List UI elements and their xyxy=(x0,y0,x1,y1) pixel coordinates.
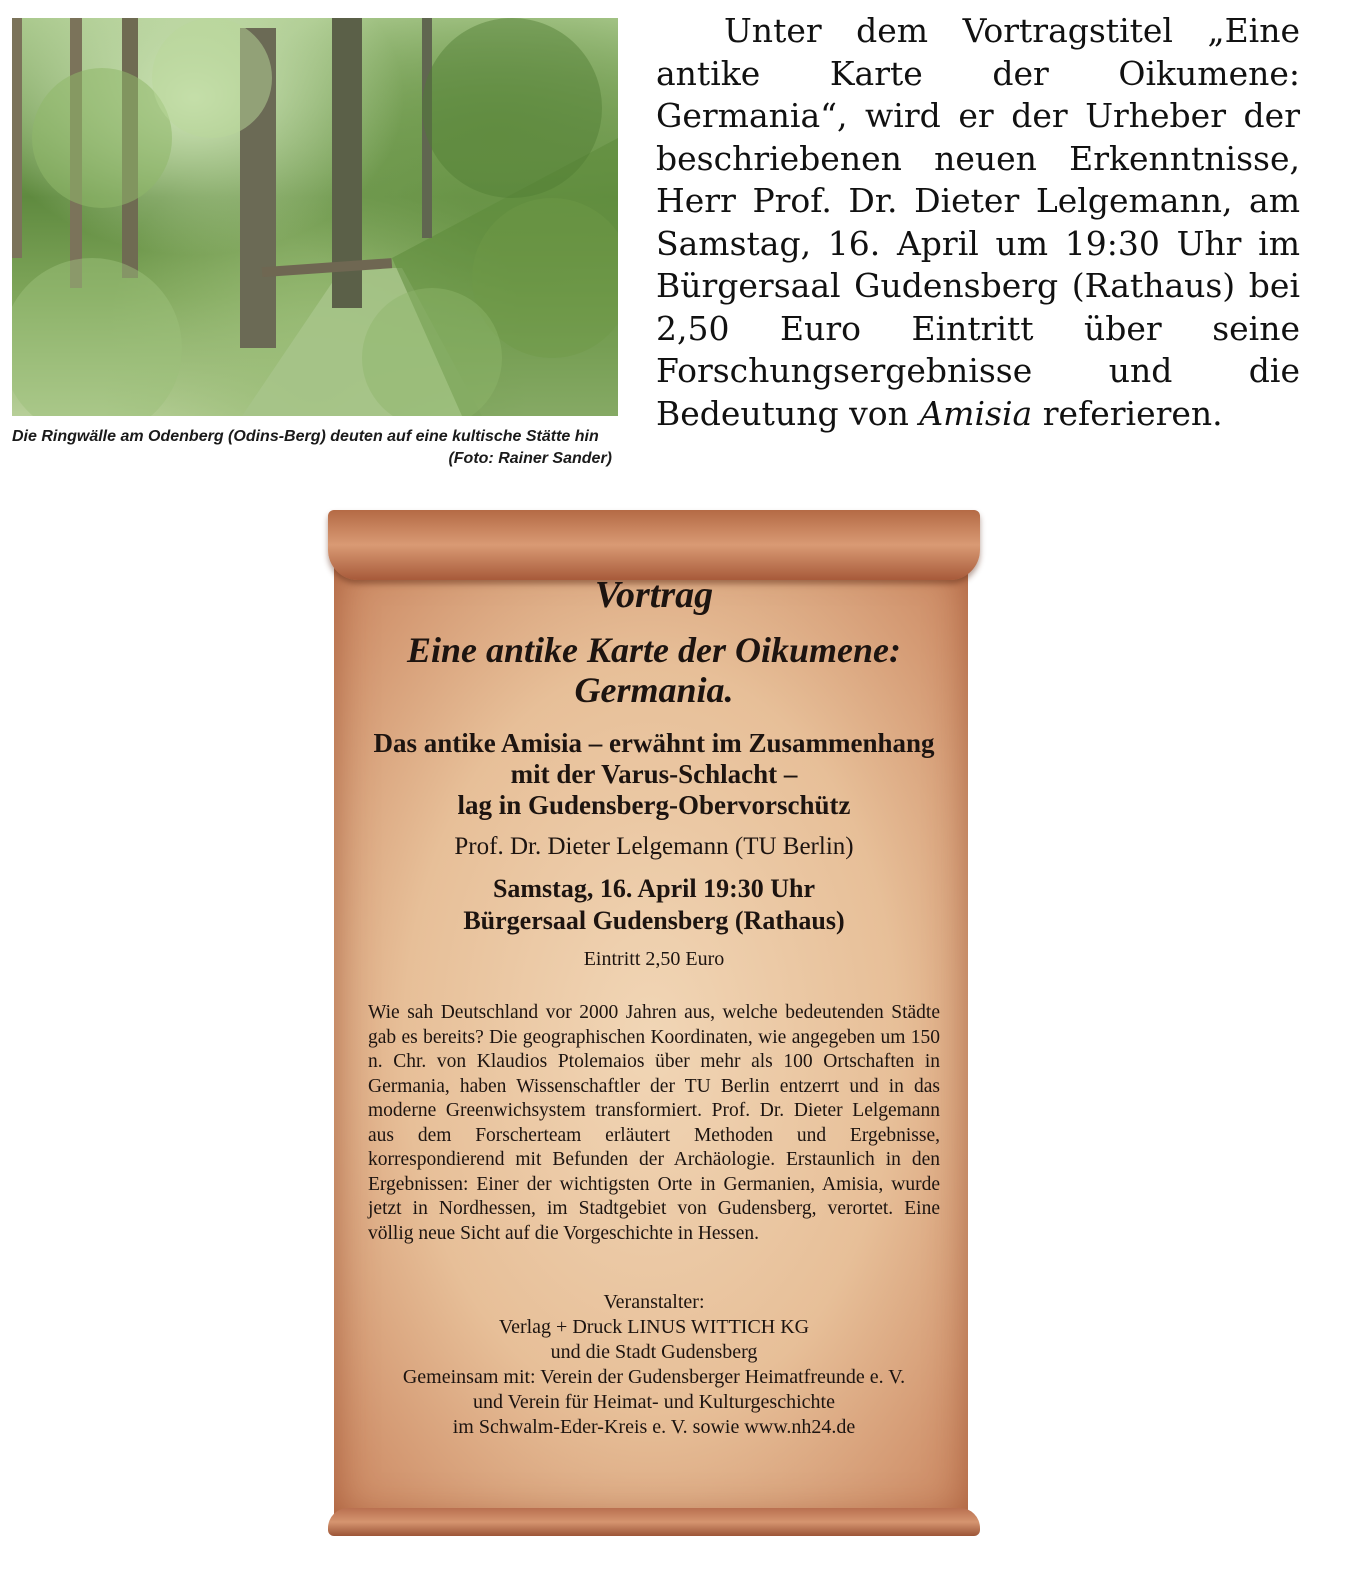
forest-photo xyxy=(12,18,618,416)
title-line-1: Eine antike Karte der Oikumene: xyxy=(407,630,901,670)
article-text xyxy=(656,10,1300,435)
event-poster xyxy=(328,510,980,1536)
partners-line-1: Gemeinsam mit: Verein der Gudensberger Heimatfreunde e. V. xyxy=(402,1366,906,1388)
title-line-2: Germania. xyxy=(574,670,734,710)
forest-illustration xyxy=(12,18,618,416)
organizer-line-2: und die Stadt Gudensberg xyxy=(550,1341,758,1363)
poster-venue: Bürgersaal Gudensberg (Rathaus) xyxy=(463,906,845,935)
poster-date: Samstag, 16. April 19:30 Uhr xyxy=(492,874,816,903)
poster-fee: Eintritt 2,50 Euro xyxy=(583,948,725,970)
organizer-label: Veranstalter: xyxy=(603,1291,705,1313)
poster-date-venue xyxy=(368,873,940,937)
article-body: Unter dem Vortragstitel „Eine antike Karte der Oikumene: Germania“, wird er der Urheber der beschriebenen neuen Erkenntnisse, Herr Prof. Dr. Dieter Lelgemann, am Samstag, 16. April um 19:30 Uhr im Bürgersaal Gudensberg (Rathaus) bei 2,50 Euro Eintritt über seine Forschungsergebnisse und die Bedeutung von xyxy=(656,11,1300,433)
poster-speaker: Prof. Dr. Dieter Lelgemann (TU Berlin) xyxy=(454,833,854,860)
scroll-top-curl xyxy=(328,510,980,580)
poster-subtitle xyxy=(368,728,940,821)
subtitle-line-3: lag in Gudensberg-Obervorschütz xyxy=(457,790,851,820)
partners-line-2: und Verein für Heimat- und Kulturgeschichte xyxy=(473,1391,835,1413)
subtitle-line-2: mit der Varus-Schlacht – xyxy=(510,759,798,789)
partners-line-3: im Schwalm-Eder-Kreis e. V. sowie www.nh24.de xyxy=(452,1416,856,1438)
article-ending: referieren. xyxy=(1042,393,1223,433)
scroll-bottom-curl xyxy=(328,1508,980,1536)
article-emphasis: Amisia xyxy=(919,393,1033,433)
subtitle-line-1: Das antike Amisia – erwähnt im Zusammenhang xyxy=(373,728,935,758)
caption-text: Die Ringwälle am Odenberg (Odins-Berg) deuten auf eine kultische Stätte hin xyxy=(12,428,599,445)
organizer-line-1: Verlag + Druck LINUS WITTICH KG xyxy=(498,1316,810,1338)
photo-caption xyxy=(12,426,618,467)
poster-body: Wie sah Deutschland vor 2000 Jahren aus, welche bedeutenden Städte gab es bereits? Die geographischen Koordinaten, wie angegeben um 150 n. Chr. von Klaudios Ptolemaios über mehr als 100 Ortschaften in Germania, haben Wissenschaftler der TU Berlin entzerrt und in das moderne Greenwichsystem transformiert. Prof. Dr. Dieter Lelgemann aus dem Forscherteam erläutert Methoden und Ergebnisse, korrespondierend mit Befunden der Archäologie. Erstaunlich in den Ergebnissen: Einer der wichtigsten Orte in Germanien, Amisia, wurde jetzt in Nordhessen, im Stadtgebiet von Gudensberg, verortet. Eine völlig neue Sicht auf die Vorgeschichte in Hessen. xyxy=(368,1002,940,1244)
poster-content xyxy=(368,572,940,1440)
poster-heading: Vortrag xyxy=(594,574,714,616)
poster-title xyxy=(368,630,940,710)
poster-organizers xyxy=(368,1290,940,1440)
photo-credit: (Foto: Rainer Sander) xyxy=(448,450,612,467)
